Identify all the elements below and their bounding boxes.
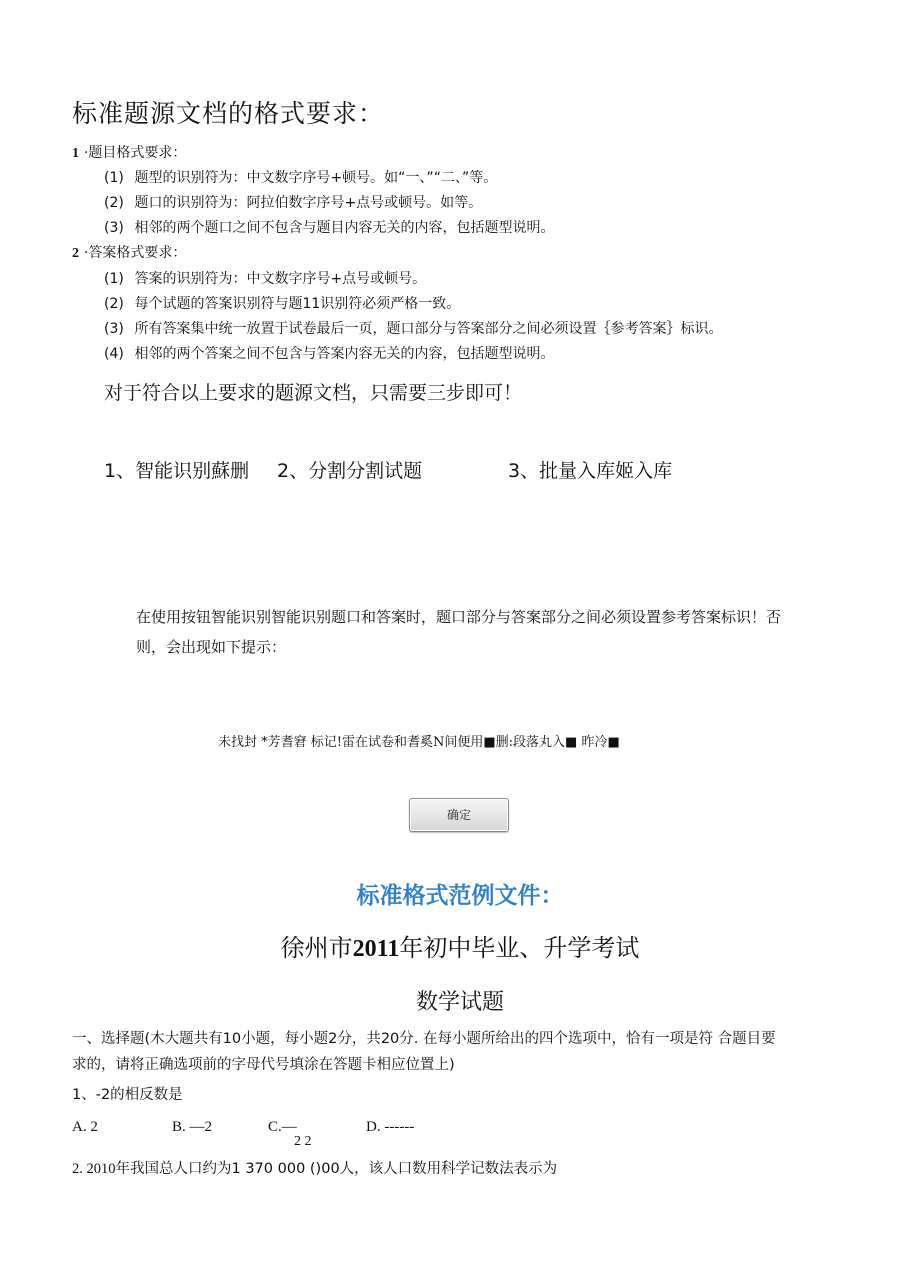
- section-label: ·题目格式要求：: [83, 145, 187, 161]
- item-text: 相邻的两个答案之间不包含与答案内容无关的内容，包括题型说明。: [134, 346, 555, 362]
- exam-title-rest: 年初中毕业、升学考试: [399, 934, 640, 962]
- instructions-line-2: 求的，请将正确选项前的字母代号填涂在答题卡相应位置上): [72, 1057, 455, 1073]
- option-b: B. —2: [172, 1119, 213, 1135]
- list-item: [104, 217, 554, 237]
- step-split: 2、分割分割试题: [277, 460, 423, 482]
- exam-subtitle: 数学试题: [415, 990, 504, 1015]
- item-number: (4): [104, 346, 124, 362]
- option-d: D. ------: [366, 1119, 415, 1135]
- item-text: 题型的识别符为：中文数字序号+顿号。如“一、”“二、”等。: [134, 170, 498, 186]
- section-title-answer-format: [72, 242, 186, 262]
- question-2-number: 2. 2010: [72, 1161, 116, 1177]
- item-number: (1): [104, 271, 124, 287]
- item-number: (2): [104, 296, 124, 312]
- section-number: 1: [72, 146, 79, 161]
- item-number: (3): [104, 321, 124, 337]
- confirm-button[interactable]: 确定: [409, 798, 509, 832]
- item-text: 相邻的两个题口之间不包含与题目内容无关的内容，包括题型说明。: [134, 220, 555, 236]
- list-item: [104, 167, 497, 187]
- option-a: A. 2: [72, 1119, 98, 1135]
- list-item: [104, 343, 554, 363]
- section-number: 2: [72, 246, 79, 261]
- dialog-message: 未找封 *芳耆窘 标记!雷在试卷和耆奚N间便用■删:段落丸入■ 昨冷■: [218, 735, 620, 750]
- list-item: [104, 192, 482, 212]
- summary-text: 对于符合以上要求的题源文档，只需要三步即可！: [104, 382, 523, 404]
- exam-title-year: 2011: [352, 936, 400, 962]
- item-number: (2): [104, 195, 124, 211]
- item-text: 答案的识别符为：中文数字序号+点号或顿号。: [134, 271, 427, 287]
- step-import: 3、批量入库姬入库: [508, 460, 673, 482]
- list-item: [104, 268, 426, 288]
- list-item: [104, 318, 722, 338]
- section-title-question-format: [72, 142, 186, 162]
- option-c: C.—: [268, 1119, 297, 1135]
- page-heading: 标准题源文档的格式要求：: [72, 99, 385, 128]
- option-c-denominator: 2 2: [294, 1134, 312, 1149]
- exam-title: [0, 928, 920, 963]
- section-label: ·答案格式要求：: [83, 245, 187, 261]
- note-line-1: 在使用按钮智能识别智能识别题口和答案时，题口部分与答案部分之间必须设置参考答案标识！否: [136, 608, 782, 626]
- item-number: (3): [104, 220, 124, 236]
- item-text: 每个试题的答案识别符与题11识别符必须严格一致。: [134, 296, 461, 312]
- list-item: [104, 293, 460, 313]
- question-2: [72, 1157, 557, 1178]
- example-heading: 标准格式范例文件：: [356, 883, 564, 909]
- question-2-text: 年我国总人口约为1 370 000 ()00人，该人口数用科学记数法表示为: [115, 1161, 558, 1177]
- item-text: 所有答案集中统一放置于试卷最后一页，题口部分与答案部分之间必须设置｛参考答案｝标识。: [134, 321, 723, 337]
- instructions-line-1: 一、选择题(木大题共有10小题，每小题2分，共20分. 在每小题所给出的四个选项中，恰有一项是符 合题目要: [72, 1031, 776, 1047]
- item-number: (1): [104, 170, 124, 186]
- item-text: 题口的识别符为：阿拉伯数字序号+点号或顿号。如等。: [134, 195, 483, 211]
- note-line-2: 则，会出现如下提示：: [136, 638, 287, 656]
- question-1: 1、-2的相反数是: [72, 1087, 183, 1103]
- step-identify: 1、智能识别蘇删: [104, 460, 250, 482]
- exam-title-city: 徐州市: [280, 934, 353, 962]
